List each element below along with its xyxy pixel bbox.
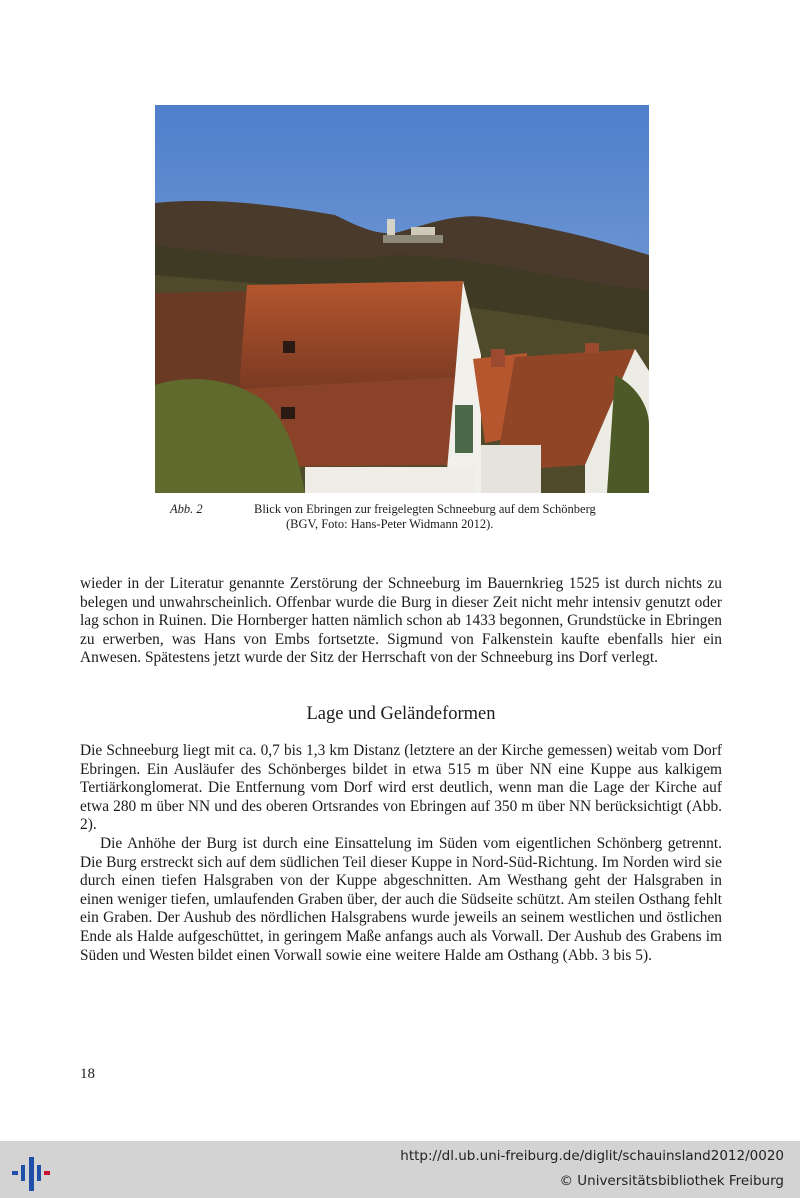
copyright-notice: © Universitätsbibliothek Freiburg [559, 1173, 784, 1189]
footer-bar [0, 1141, 800, 1198]
caption-line-2: (BGV, Foto: Hans-Peter Widmann 2012). [286, 517, 494, 531]
figure-label: Abb. 2 [170, 502, 203, 516]
paragraph-2: Die Schneeburg liegt mit ca. 0,7 bis 1,3 km Distanz (letztere an der Kirche gemessen) weitab vom Dorf Ebringen. Ein Ausläufer des Schönberges bildet in etwa 515 m über NN eine Kuppe aus kalkigem Tertiärkonglomerat. Die Entfernung vom Dorf wird erst deutlich, wenn man die Lage der Kirche auf etwa 280 m über NN und des oberen Ortsrandes von Ebringen auf 350 m über NN berücksichtigt (Abb. 2). [80, 742, 722, 834]
photo-schneeburg [155, 105, 649, 493]
source-url-link[interactable]: http://dl.ub.uni-freiburg.de/diglit/schauinsland2012/0020 [400, 1148, 784, 1164]
library-logo-icon [12, 1149, 52, 1191]
paragraph-1: wieder in der Literatur genannte Zerstörung der Schneeburg im Bauernkrieg 1525 ist durch nichts zu belegen und unwahrscheinlich. Offenbar wurde die Burg in dieser Zeit nicht mehr intensiv genutzt oder lag schon in Ruinen. Die Hornberger hatten nämlich schon ab 1433 begonnen, Grundstücke in Ebringen zu erwerben, was Hans von Embs fortsetzte. Sigmund von Falkenstein kaufte ebenfalls hier ein Anwesen. Spätestens jetzt wurde der Sitz der Herrschaft von der Schneeburg ins Dorf verlegt. [80, 575, 722, 667]
page-number: 18 [80, 1066, 95, 1082]
section-heading: Lage und Geländeformen [306, 704, 496, 724]
paragraph-3: Die Anhöhe der Burg ist durch eine Einsattelung im Süden vom eigentlichen Schönberg getrennt. Die Burg erstreckt sich auf dem südlichen Teil dieser Kuppe in Nord-Süd-Richtung. Im Norden wird sie durch einen tiefen Halsgraben von der Kuppe abgeschnitten. Am Westhang geht der Halsgraben in einen weniger tiefen, umlaufenden Graben über, der auch die Südseite schützt. Am steilen Osthang fehlt ein Graben. Der Aushub des nördlichen Halsgrabens wurde jeweils an seinem westlichen und östlichen Ende als Halde aufgeschüttet, in geringem Maße anfangs auch als Vorwall. Der Aushub des Grabens im Süden und Westen bildet einen Vorwall sowie eine weitere Halde am Osthang (Abb. 3 bis 5). [80, 835, 722, 964]
photo-illustration [155, 105, 649, 493]
caption-line-1: Blick von Ebringen zur freigelegten Schneeburg auf dem Schönberg [254, 502, 596, 516]
